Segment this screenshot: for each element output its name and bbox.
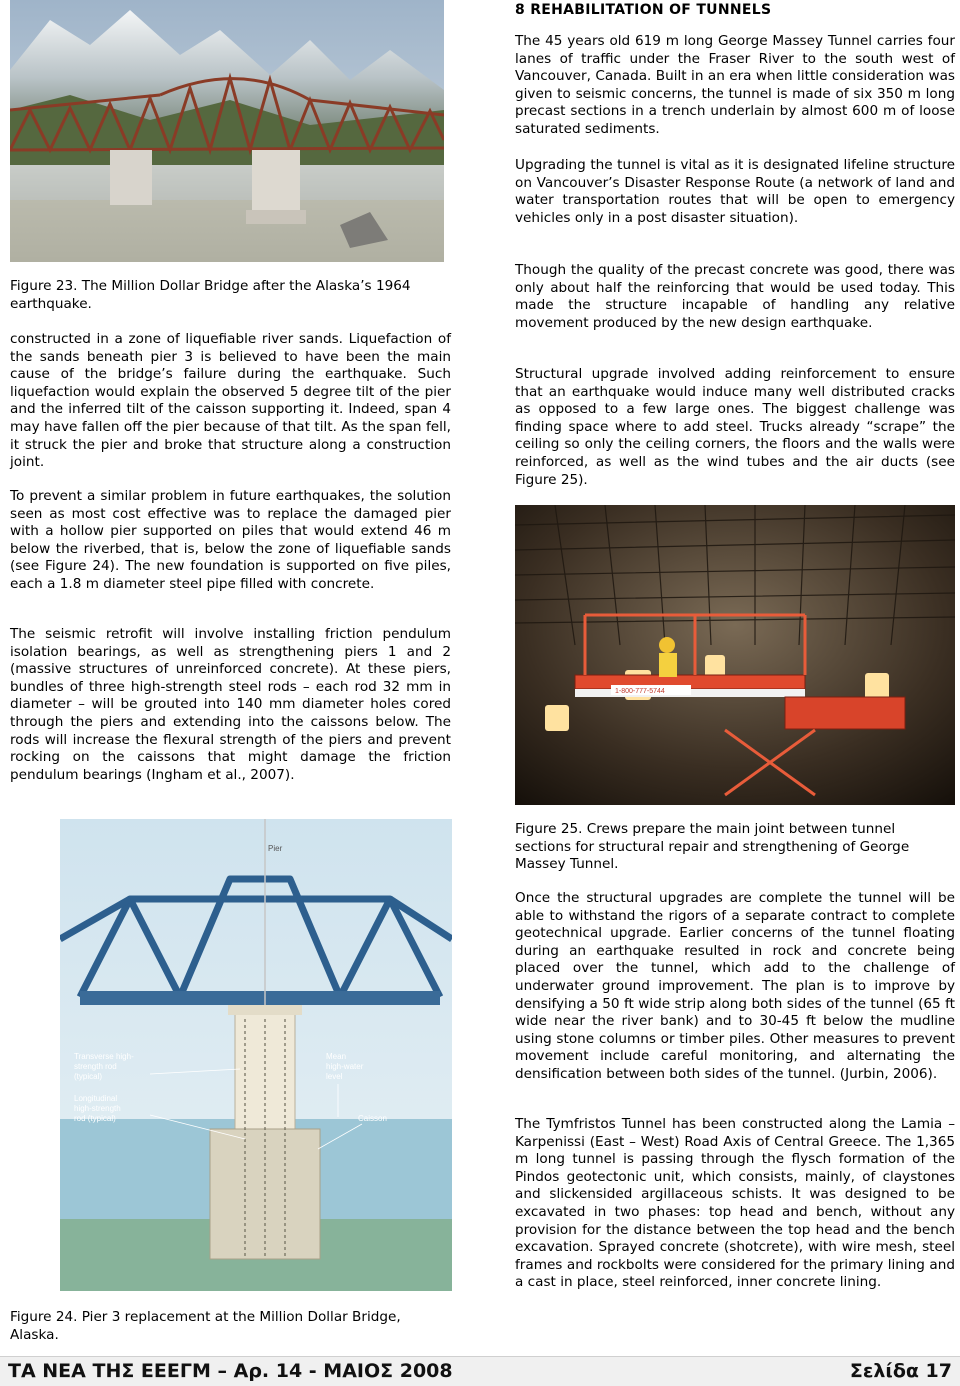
left-paragraph-2: To prevent a similar problem in future earthquakes, the solution seen as most cost effective was to replace the damaged pier with a hollow pier supported on piles that would extend 46 m below the riverbed, that is, below the zone of liquefiable sands (see Figure 24). The new foundation is supported on five piles, each a 1.8 m diameter steel pipe filled with concrete.: [10, 488, 451, 592]
page-footer: [0, 1356, 960, 1386]
diagram-label-pier: Pier: [268, 844, 283, 853]
left-paragraph-1: constructed in a zone of liquefiable river sands. Liquefaction of the sands beneath pier 3 is believed to have been the main cause of the bridge’s failure during the earthquake. Such liquefaction would explain the observed 5 degree tilt of the pier and the inferred tilt of the caisson supporting it. Indeed, span 4 may have fallen off the pier because of that tilt. As the span fell, it struck the pier and broke that structure along a construction joint.: [10, 331, 451, 471]
lift-phone-number: 1-800-777-5744: [615, 688, 665, 695]
footer-publication: ΤΑ ΝΕΑ ΤΗΣ ΕΕΕΓΜ – Αρ. 14 - ΜΑΙΟΣ 2008: [8, 1360, 453, 1382]
right-paragraph-6: The Tymfristos Tunnel has been constructed along the Lamia – Karpenissi (East – West) Road Axis of Central Greece. The 1,365 m long tunnel is passing through the flysch formation of the Pindos geotectonic unit, which consists, mainly, of claystones and slickensided argillaceous schists. It was designed to be excavated in two phases: top head and bench, without any provision for the distance between the top head and the bench excavation. Sprayed concrete (shotcrete), with wire mesh, steel frames and rockbolts were considered for the primary lining and a cast in place, steel reinforced, inner concrete lining.: [515, 1116, 955, 1291]
footer-page-number: Σελίδα 17: [849, 1360, 952, 1382]
diagram-label-transverse-2: strength rod: [74, 1062, 117, 1071]
figure-23-caption: Figure 23. The Million Dollar Bridge after the Alaska’s 1964 earthquake.: [10, 278, 411, 312]
right-paragraph-2: Upgrading the tunnel is vital as it is designated lifeline structure on Vancouver’s Disaster Response Route (a network of land and water transportation routes that will be open to emergency vehicles only in a post disaster situation).: [515, 157, 955, 226]
diagram-label-transverse-1: Transverse high-: [74, 1052, 134, 1061]
diagram-label-longitudinal-2: high-strength: [74, 1104, 121, 1113]
diagram-label-mean-3: level: [326, 1072, 343, 1081]
diagram-label-longitudinal-1: Longitudinal: [74, 1094, 118, 1103]
right-paragraph-4: Structural upgrade involved adding reinforcement to ensure that an earthquake would induce many well distributed cracks as opposed to a few large ones. The biggest challenge was finding space where to add steel. Trucks already “scrape” the ceiling so only the ceiling corners, the floors and the walls were reinforced, as well as the wind tubes and the air ducts (see Figure 25).: [515, 366, 955, 488]
diagram-label-transverse-3: (typical): [74, 1072, 103, 1081]
diagram-label-mean-2: high-water: [326, 1062, 364, 1071]
figure-24-diagram: [60, 819, 452, 1291]
figure-23-photo: [10, 0, 444, 262]
diagram-label-mean-1: Mean: [326, 1052, 347, 1061]
figure-24-caption: Figure 24. Pier 3 replacement at the Million Dollar Bridge, Alaska.: [10, 1309, 401, 1343]
left-paragraph-3: The seismic retrofit will involve installing friction pendulum isolation bearings, as well as strengthening piers 1 and 2 (massive structures of unreinforced concrete). At these piers, bundles of three high-strength steel rods – each rod 32 mm in diameter – will be grouted into 140 mm diameter holes cored through the piers and extending into the caissons below. The rods will increase the flexural strength of the piers and prevent rocking on the caissons that might damage the friction pendulum bearings (Ingham et al., 2007).: [10, 626, 451, 783]
figure-25-caption: Figure 25. Crews prepare the main joint between tunnel sections for structural repair and strengthening of George Massey Tunnel.: [515, 821, 910, 873]
right-paragraph-3: Though the quality of the precast concrete was good, there was only about half the reinforcing that would be used today. This made the structure incapable of handling any relative movement produced by the new design earthquake.: [515, 262, 955, 331]
diagram-label-caisson: Caisson: [358, 1114, 387, 1123]
section-heading: 8 REHABILITATION OF TUNNELS: [515, 2, 772, 18]
right-paragraph-5: Once the structural upgrades are complete the tunnel will be able to withstand the rigors of a separate contract to complete geotechnical upgrade. Earlier concerns of the tunnel floating during an earthquake resulted in rock and concrete being placed over the tunnel, which add to the challenge of underwater ground improvement. The plan is to improve by densifying a 50 ft wide strip along both sides of the tunnel (65 ft wide near the river bank) and to 30-45 ft below the mudline using stone columns or timber piles. Other measures to prevent movement include careful monitoring, and alternating the densification between both sides of the tunnel. (Jurbin, 2006).: [515, 890, 955, 1082]
diagram-label-longitudinal-3: rod (typical): [74, 1114, 116, 1123]
right-paragraph-1: The 45 years old 619 m long George Massey Tunnel carries four lanes of traffic under the Fraser River to the south west of Vancouver, Canada. Built in an era when little consideration was given to seismic concerns, the tunnel is made of six 350 m long precast sections in a trench underlain by almost 600 m of loose saturated sediments.: [515, 33, 955, 137]
figure-25-photo: [515, 505, 955, 805]
